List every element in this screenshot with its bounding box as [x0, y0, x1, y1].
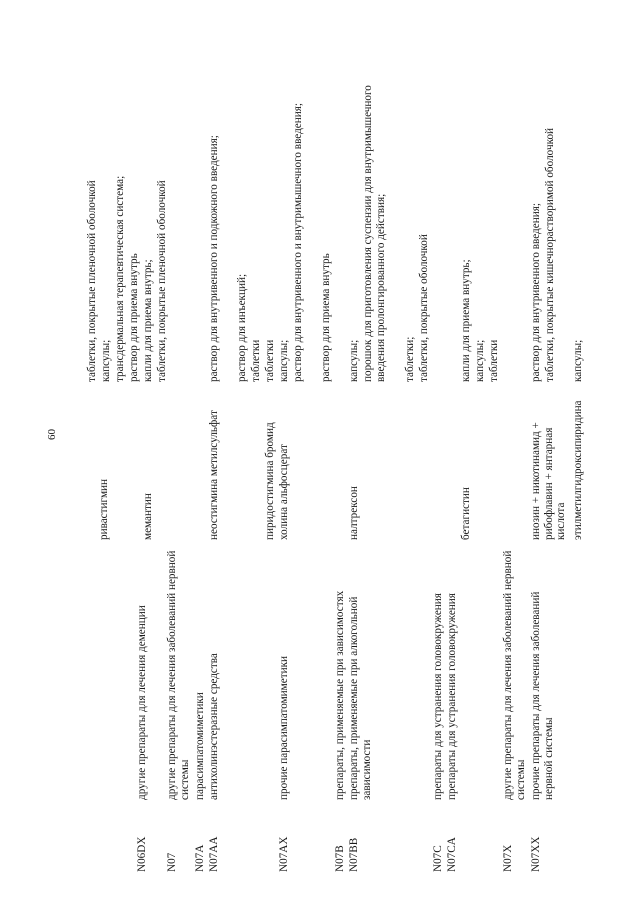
row-dosage-form: таблетки; [404, 336, 416, 382]
row-substance: ривастигмин [98, 478, 110, 540]
row-dosage-form: капли для приема внутрь; [142, 259, 154, 382]
row-dosage-form: раствор для приема внутрь [320, 253, 332, 382]
row-group: другие препараты для лечения заболеваний нервной системы [502, 550, 527, 800]
row-dosage-form: капсулы; [278, 339, 290, 382]
row-dosage-form: таблетки, покрытые пленочной оболочкой [86, 180, 98, 382]
row-dosage-form: раствор для внутривенного и подкожного введения; [208, 135, 220, 382]
row-substance: мемантин [142, 493, 154, 540]
row-group: препараты, применяемые при зависимостях [334, 590, 346, 800]
row-dosage-form: капсулы; [572, 339, 584, 382]
row-group: антихолинэстеразные средства [208, 653, 220, 800]
row-group: другие препараты для лечения деменции [136, 605, 148, 800]
row-code: N07B [334, 845, 346, 872]
row-dosage-form: капсулы; [348, 339, 360, 382]
row-code: N07CA [446, 837, 458, 872]
row-group: препараты, применяемые при алкогольной зависимости [348, 596, 373, 800]
row-group: парасимпатомиметики [194, 692, 206, 800]
row-group: прочие парасимпатомиметики [278, 656, 290, 800]
row-code: N07C [432, 845, 444, 872]
row-dosage-form: капли для приема внутрь; [460, 259, 472, 382]
row-dosage-form: таблетки, покрытые кишечнорастворимой оболочкой [544, 127, 556, 382]
row-substance: пиридостигмина бромид [264, 422, 276, 540]
row-group: прочие препараты для лечения заболеваний нервной системы [530, 591, 555, 800]
row-group: препараты для устранения головокружения [446, 593, 458, 800]
row-code: N07BB [348, 837, 360, 872]
row-dosage-form: таблетки, покрытые пленочной оболочкой [156, 180, 168, 382]
row-substance: налтрексон [348, 486, 360, 540]
row-code: N07XX [530, 836, 542, 872]
row-code: N07AA [208, 836, 220, 872]
row-dosage-form: раствор для приема внутрь [128, 253, 140, 382]
row-substance: инозин + никотинамид + рибофлавин + янтарная кислота [530, 422, 568, 540]
row-dosage-form: порошок для приготовления суспензии для внутримышечного введения пролонгированного действия; [362, 85, 387, 382]
page-number: 60 [46, 429, 58, 440]
row-code: N07X [502, 844, 514, 872]
row-substance: холина альфосцерат [278, 444, 290, 540]
row-dosage-form: таблетки, покрытые оболочкой [418, 234, 430, 382]
row-code: N07AX [278, 836, 290, 872]
row-dosage-form: таблетки [264, 339, 276, 382]
row-group: другие препараты для лечения заболеваний нервной системы [166, 550, 191, 800]
row-substance: неостигмина метилсульфат [208, 410, 220, 540]
row-dosage-form: таблетки [250, 339, 262, 382]
row-code: N07A [194, 844, 206, 872]
row-dosage-form: таблетки [488, 339, 500, 382]
row-substance: бетагистин [460, 487, 472, 540]
row-dosage-form: раствор для внутривенного введения; [530, 203, 542, 382]
row-code: N06DX [136, 836, 148, 872]
row-dosage-form: капсулы; [100, 339, 112, 382]
row-group: препараты для устранения головокружения [432, 593, 444, 800]
row-code: N07 [166, 852, 178, 872]
row-dosage-form: капсулы; [474, 339, 486, 382]
row-substance: этилметилгидроксипиридина [572, 400, 584, 540]
row-dosage-form: раствор для внутривенного и внутримышечного введения; [292, 102, 304, 382]
row-dosage-form: раствор для инъекций; [236, 273, 248, 382]
row-dosage-form: трансдермальная терапевтическая система; [114, 175, 126, 382]
